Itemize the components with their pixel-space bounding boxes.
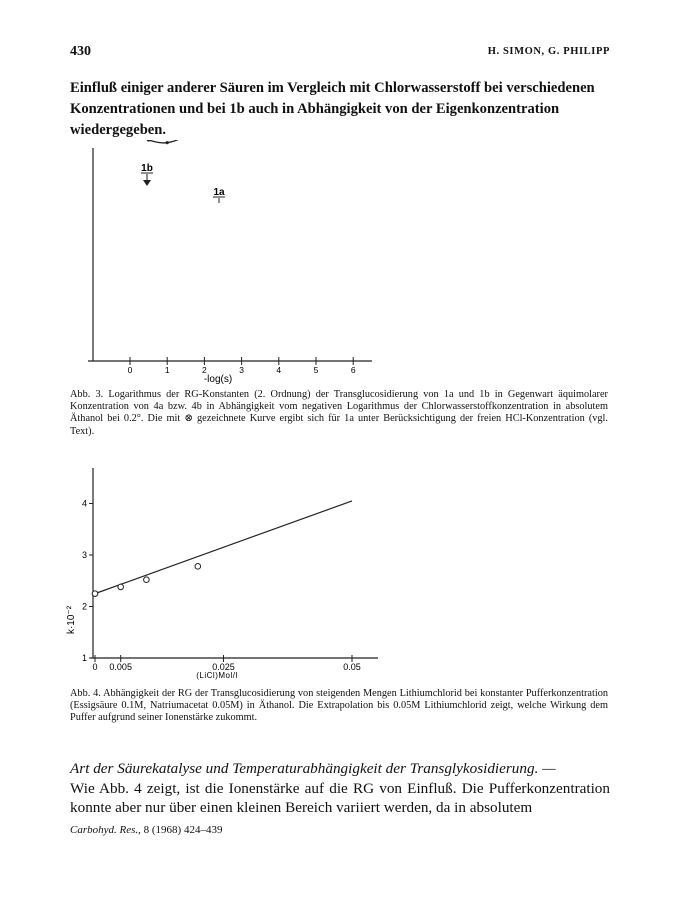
- y-tick-label: 1: [81, 653, 87, 663]
- x-tick-label: 1: [164, 365, 170, 375]
- x-tick-label: 5: [313, 365, 319, 375]
- x-axis-label: (LiCl)Mol/l: [196, 671, 238, 680]
- x-tick-label: 4: [276, 365, 282, 375]
- data-point: [166, 141, 169, 144]
- x-tick-label: 0: [127, 365, 133, 375]
- x-tick-label: 0.025: [212, 662, 235, 672]
- fit-line: [95, 501, 352, 594]
- journal-name: Carbohyd. Res.: [70, 824, 139, 836]
- figure-4-chart: [0, 458, 679, 686]
- figure-3-chart: [0, 140, 679, 385]
- section-title: Art der Säurekatalyse und Temperaturabhängigkeit der Transglykosidierung. —: [70, 760, 556, 777]
- footer-citation: [70, 824, 222, 836]
- intro-line: Einfluß einiger anderer Säuren im Vergleich mit Chlorwasserstoff bei verschiedenen: [70, 80, 595, 96]
- curve-label-1b-text: 1b: [141, 163, 153, 174]
- data-point: [195, 564, 201, 570]
- y-tick-label: 3: [81, 550, 87, 560]
- x-tick-label: 0.005: [109, 662, 132, 672]
- curve-label-1a: [213, 187, 225, 203]
- curve-label-1a-text: 1a: [213, 187, 225, 198]
- y-tick-label: 2: [81, 601, 87, 612]
- page-number: 430: [70, 44, 91, 59]
- section-paragraph: [70, 759, 610, 818]
- x-tick-label: 0.05: [343, 662, 361, 672]
- section-body: Wie Abb. 4 zeigt, ist die Ionenstärke auf die RG von Einfluß. Die Pufferkonzentration konnte aber nur über einen kleinen Bereich variiert werden, da in absolutem: [70, 779, 610, 816]
- intro-line: wiedergegeben.: [70, 122, 167, 138]
- data-point: [118, 584, 124, 590]
- data-point: [147, 140, 150, 142]
- intro-paragraph: [70, 78, 610, 141]
- curve-label-1b-arrowhead: [143, 180, 151, 186]
- running-head: H. SIMON, G. PHILIPP: [487, 46, 610, 57]
- intro-line: Konzentrationen und bei 1b auch in Abhängigkeit von der Eigenkonzentration: [70, 101, 560, 117]
- y-axis-label: k·10⁻²: [66, 605, 77, 635]
- journal-citation: , 8 (1968) 424–439: [138, 824, 223, 836]
- x-tick-label: 6: [350, 365, 356, 375]
- y-tick-label: 4: [81, 498, 87, 509]
- x-tick-label: 0: [92, 662, 98, 672]
- curve-label-1b: [141, 163, 153, 186]
- data-point: [144, 577, 150, 583]
- page-header: [70, 44, 610, 64]
- data-point: [92, 591, 98, 597]
- x-tick-label: 2: [202, 365, 207, 375]
- figure-3-caption: Abb. 3. Logarithmus der RG-Konstanten (2. Ordnung) der Transglucosidierung von 1a und 1b in Gegenwart äquimolarer Konzentration von 4a bzw. 4b in Abhängigkeit vom negativen Logarithmus der Chlorwasserstoffkonzentration in absolutem Äthanol bei 0.2°. Die mit ⊗ gezeichnete Kurve ergibt sich für 1a unter Berücksichtigung der freien HCl-Konzentration (vgl. Text).: [70, 389, 608, 437]
- x-tick-label: 3: [239, 365, 244, 375]
- figure-4-caption: Abb. 4. Abhängigkeit der RG der Transglucosidierung von steigenden Mengen Lithiumchlorid bei konstanter Pufferkonzentration (Essigsäure 0.1M, Natriumacetat 0.05M) in Äthanol. Die Extrapolation bis 0.05M Lithiumchlorid zeigt, welche Wirkung dem Puffer aufgrund seiner Ionenstärke zukommt.: [70, 688, 608, 724]
- x-axis-label: -log(s): [203, 374, 233, 385]
